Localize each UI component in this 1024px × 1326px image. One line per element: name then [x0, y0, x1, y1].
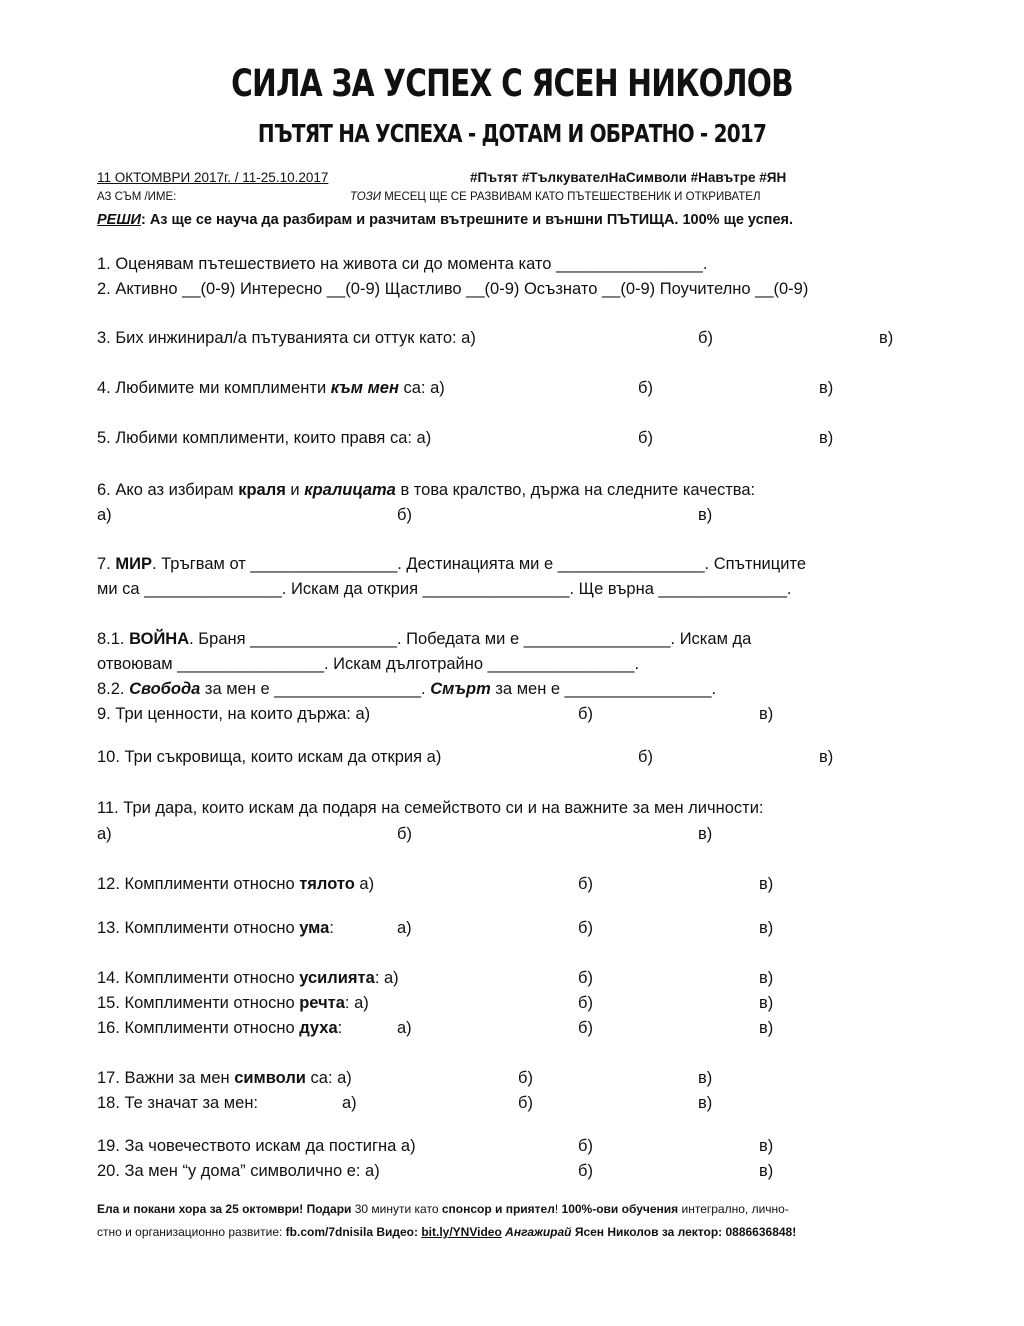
hashtags: #Пътят #ТълкувателНаСимволи #Навътре #ЯН: [470, 170, 787, 185]
footer-line-1: [97, 1202, 789, 1216]
q3-option-v: в): [879, 329, 894, 347]
question-7-line2: ми са _______________. Искам да открия ________________. Ще върна ______________.: [97, 580, 792, 598]
question-19: 19. За човечеството искам да постигна а): [97, 1137, 416, 1155]
q16-option-b: б): [578, 1019, 593, 1037]
q18-option-a: а): [342, 1094, 357, 1112]
q12-body: тялото: [299, 875, 355, 893]
q20-option-v: в): [759, 1162, 774, 1180]
q82-part: за мен е ________________.: [200, 680, 431, 698]
q15-option-v: в): [759, 994, 774, 1012]
q13-option-v: в): [759, 919, 774, 937]
footer-part: интегрално, лично-: [678, 1202, 789, 1216]
q6-king: краля: [238, 481, 286, 499]
q17-part: 17. Важни за мен: [97, 1069, 235, 1087]
month-rest: МЕСЕЦ ЩЕ СЕ РАЗВИВАМ КАТО ПЪТЕШЕСТВЕНИК И ОТКРИВАТЕЛ: [381, 191, 761, 203]
footer-part: спонсор и приятел: [441, 1202, 555, 1216]
question-4: [97, 379, 445, 398]
question-8-1: [97, 630, 751, 649]
question-6: [97, 481, 755, 500]
q17-part: са: а): [305, 1069, 352, 1087]
q9-option-v: в): [759, 705, 774, 723]
question-14: [97, 969, 399, 988]
q16-spirit: духа: [299, 1019, 338, 1037]
question-9: 9. Три ценности, на които държа: а): [97, 705, 371, 723]
page-subtitle: ПЪТЯТ НА УСПЕХА - ДОТАМ И ОБРАТНО - 2017: [257, 119, 767, 148]
q6-option-a: а): [97, 506, 112, 524]
q81-num: 8.1.: [97, 630, 130, 648]
question-10: 10. Три съкровища, които искам да открия а): [97, 748, 442, 766]
month-line: [350, 191, 761, 203]
q4-option-v: в): [819, 379, 834, 397]
q14-part: : а): [374, 969, 399, 987]
q13-option-a: а): [397, 919, 412, 937]
q4-emph: към мен: [330, 379, 399, 397]
q82-num: 8.2.: [97, 680, 130, 698]
page-title: СИЛА ЗА УСПЕХ С ЯСЕН НИКОЛОВ: [231, 62, 793, 105]
q7-num: 7.: [97, 555, 116, 573]
q6-option-v: в): [698, 506, 713, 524]
q12-option-v: в): [759, 875, 774, 893]
q11-option-b: б): [397, 825, 412, 843]
q82-part: за мен е ________________.: [490, 680, 717, 698]
q10-option-b: б): [638, 748, 653, 766]
q81-line1: . Браня ________________. Победата ми е ________________. Искам да: [189, 630, 752, 648]
q16-option-a: а): [397, 1019, 412, 1037]
footer-part: !: [554, 1202, 562, 1216]
q82-freedom: Свобода: [129, 680, 201, 698]
question-16: [97, 1019, 342, 1038]
q5-option-v: в): [819, 429, 834, 447]
question-8-1-line2: отвоювам ________________. Искам дълготрайно ________________.: [97, 655, 640, 673]
q14-option-b: б): [578, 969, 593, 987]
q14-option-v: в): [759, 969, 774, 987]
q17-symbols: символи: [234, 1069, 306, 1087]
q9-option-b: б): [578, 705, 593, 723]
q17-option-v: в): [698, 1069, 713, 1087]
q20-option-b: б): [578, 1162, 593, 1180]
q81-war: ВОЙНА: [129, 630, 190, 648]
q6-part: в това кралство, държа на следните качества:: [395, 481, 756, 499]
footer-part: fb.com/7dnisila Видео:: [285, 1225, 422, 1239]
q13-option-b: б): [578, 919, 593, 937]
q10-option-v: в): [819, 748, 834, 766]
question-7: [97, 555, 806, 574]
question-17: [97, 1069, 352, 1088]
q19-option-b: б): [578, 1137, 593, 1155]
q16-part: 16. Комплименти относно: [97, 1019, 300, 1037]
q6-queen: кралицата: [304, 481, 396, 499]
q19-option-v: в): [759, 1137, 774, 1155]
decide-line: [97, 212, 793, 228]
q11-option-v: в): [698, 825, 713, 843]
month-em: ТОЗИ: [350, 191, 382, 203]
q12-part: а): [354, 875, 375, 893]
q4-option-b: б): [638, 379, 653, 397]
footer-part: 100%-ови обучения: [561, 1202, 679, 1216]
decide-text: : Аз ще се науча да разбирам и разчитам вътрешните и външни ПЪТИЩА. 100% ще успея.: [140, 212, 793, 228]
q11-option-a: а): [97, 825, 112, 843]
name-label: АЗ СЪМ /ИМЕ:: [97, 191, 177, 203]
q17-option-b: б): [518, 1069, 533, 1087]
q7-peace: МИР: [115, 555, 152, 573]
question-11: 11. Три дара, които искам да подаря на семейството си и на важните за мен личности:: [97, 799, 764, 817]
date-line: 11 ОКТОМВРИ 2017г. / 11-25.10.2017: [97, 170, 329, 185]
footer-part: Ясен Николов за лектор: 0886636848!: [571, 1225, 797, 1239]
footer-part: стно и организационно развитие:: [97, 1225, 286, 1239]
q12-part: 12. Комплименти относно: [97, 875, 300, 893]
question-8-2: [97, 680, 716, 699]
q5-option-b: б): [638, 429, 653, 447]
q15-part: : а): [344, 994, 369, 1012]
q13-part: :: [329, 919, 334, 937]
decide-label: РЕШИ: [97, 212, 141, 228]
footer-line-2: [97, 1225, 796, 1239]
question-18: 18. Те значат за мен:: [97, 1094, 259, 1112]
q3-option-b: б): [698, 329, 713, 347]
q82-death: Смърт: [430, 680, 491, 698]
q6-option-b: б): [397, 506, 412, 524]
q18-option-v: в): [698, 1094, 713, 1112]
q14-part: 14. Комплименти относно: [97, 969, 300, 987]
question-5: 5. Любими комплименти, които правя са: а): [97, 429, 432, 447]
q15-speech: речта: [299, 994, 345, 1012]
footer-part: Ангажирай: [505, 1225, 572, 1239]
q15-part: 15. Комплименти относно: [97, 994, 300, 1012]
q6-part: 6. Ако аз избирам: [97, 481, 239, 499]
question-12: [97, 875, 374, 894]
q4-part: са: а): [398, 379, 445, 397]
q4-part: 4. Любимите ми комплименти: [97, 379, 331, 397]
q13-mind: ума: [299, 919, 330, 937]
question-1: 1. Оценявам пътешествието на живота си до момента като ________________.: [97, 255, 708, 273]
question-15: [97, 994, 369, 1013]
q16-option-v: в): [759, 1019, 774, 1037]
q13-part: 13. Комплименти относно: [97, 919, 300, 937]
q12-option-b: б): [578, 875, 593, 893]
video-link[interactable]: bit.ly/YNVideo: [421, 1225, 502, 1239]
q18-option-b: б): [518, 1094, 533, 1112]
q15-option-b: б): [578, 994, 593, 1012]
q16-part: :: [337, 1019, 343, 1037]
question-2: 2. Активно __(0-9) Интересно __(0-9) Щастливо __(0-9) Осъзнато __(0-9) Поучително __(0-9): [97, 280, 809, 298]
q6-part: и: [285, 481, 305, 499]
question-3: 3. Бих инжинирал/а пътуванията си оттук като: а): [97, 329, 476, 347]
q7-line1: . Тръгвам от ________________. Дестинацията ми е ________________. Спътниците: [151, 555, 806, 573]
q14-effort: усилията: [299, 969, 375, 987]
footer-part: Ела и покани хора за 25 октомври! Подари: [97, 1202, 355, 1216]
question-13: [97, 919, 334, 938]
question-20: 20. За мен “у дома” символично е: а): [97, 1162, 380, 1180]
footer-part: 30 минути като: [354, 1202, 442, 1216]
